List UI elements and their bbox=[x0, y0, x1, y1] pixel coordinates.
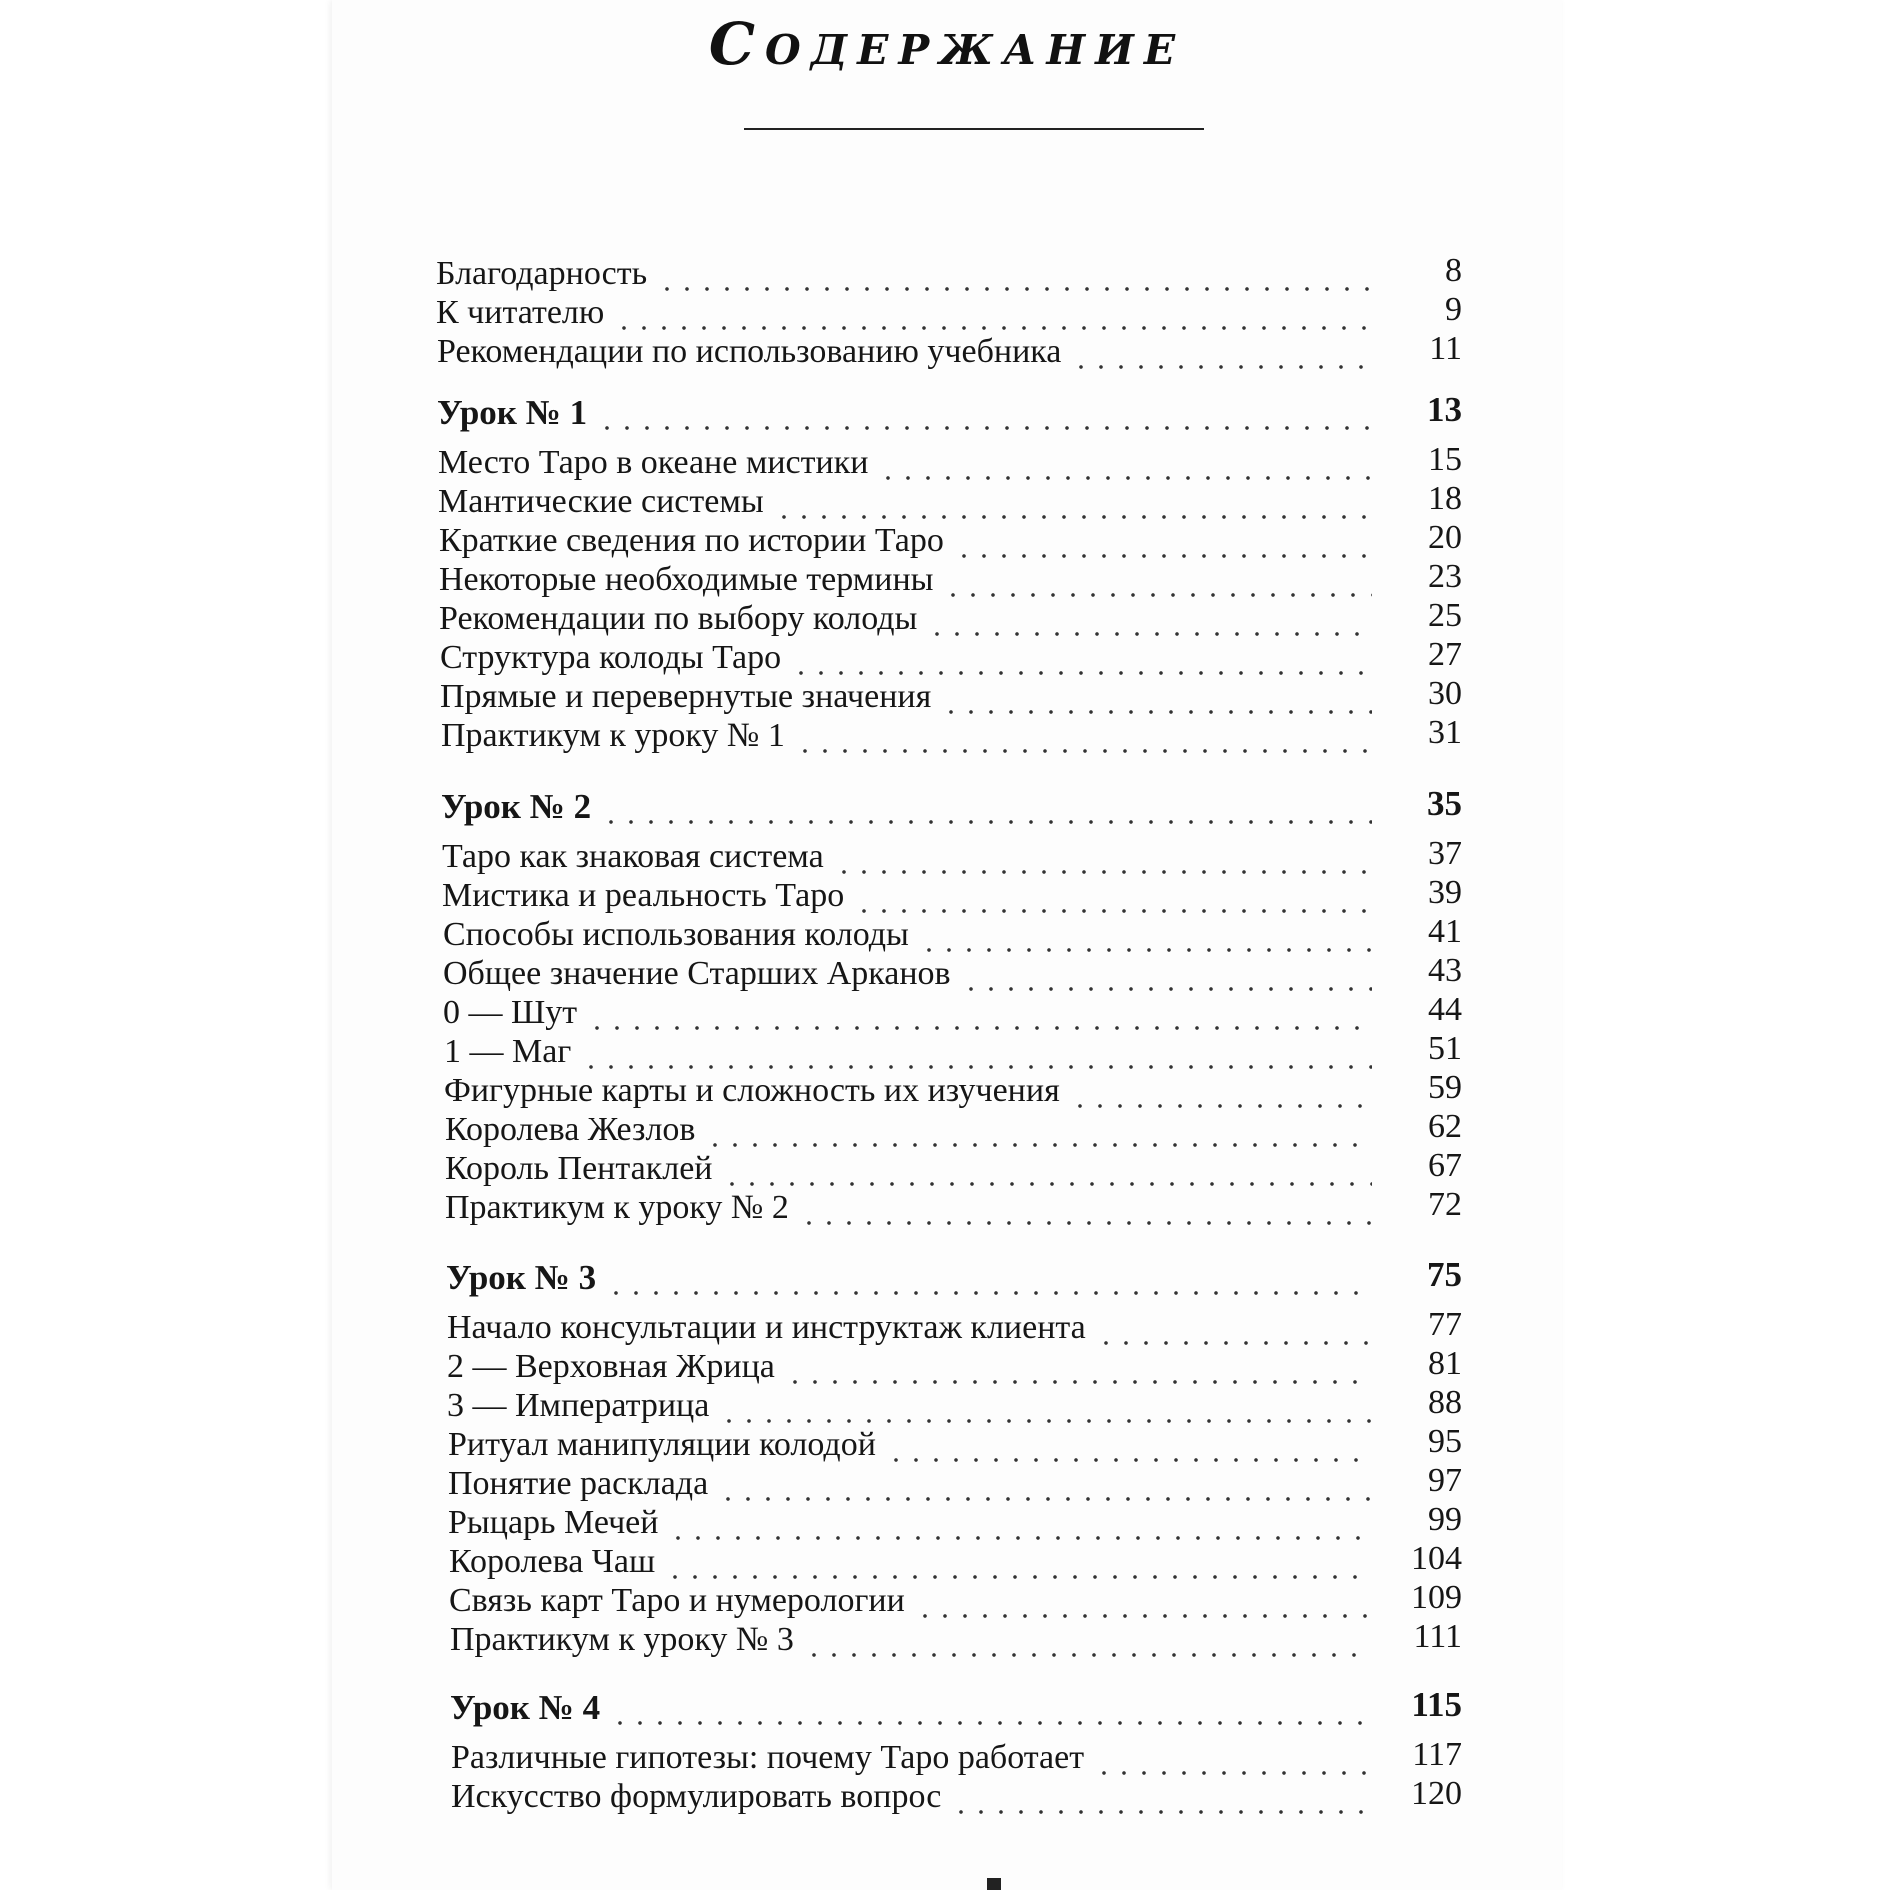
toc-entry bbox=[443, 954, 1462, 994]
toc-entry-title: Мантические системы bbox=[438, 483, 764, 520]
dot-leader bbox=[834, 837, 1372, 877]
toc-entry bbox=[445, 1110, 1462, 1150]
toc-entry-title: Некоторые необходимые термины bbox=[439, 561, 934, 598]
toc-entry-title: Связь карт Таро и нумерологии bbox=[449, 1582, 905, 1619]
toc-page-number: 8 bbox=[1445, 252, 1462, 289]
toc-page-number: 77 bbox=[1428, 1306, 1462, 1343]
toc-entry-title: Практикум к уроку № 2 bbox=[445, 1189, 789, 1226]
toc-page-number: 13 bbox=[1427, 390, 1462, 429]
toc-entry-title: Искусство формулировать вопрос bbox=[451, 1778, 942, 1815]
toc-entry bbox=[438, 443, 1462, 483]
toc-page-number: 37 bbox=[1428, 835, 1462, 872]
toc-entry-title: Урок № 2 bbox=[441, 787, 592, 826]
toc-page-number: 11 bbox=[1429, 330, 1462, 367]
toc-page-number: 104 bbox=[1411, 1540, 1462, 1577]
dot-leader bbox=[665, 1542, 1372, 1582]
toc-page-number: 67 bbox=[1428, 1147, 1462, 1184]
toc-page-number: 115 bbox=[1411, 1685, 1462, 1724]
toc-entry bbox=[450, 1620, 1462, 1660]
toc-page-number: 88 bbox=[1428, 1384, 1462, 1421]
toc-entry bbox=[448, 1464, 1462, 1504]
toc-entry-title: Фигурные карты и сложность их изучения bbox=[444, 1072, 1060, 1109]
toc-lesson-heading bbox=[450, 1685, 1462, 1728]
toc-page-number: 109 bbox=[1411, 1579, 1462, 1616]
toc-page-number: 31 bbox=[1428, 714, 1462, 751]
dot-leader bbox=[799, 1188, 1372, 1228]
toc-lesson-heading bbox=[437, 390, 1462, 433]
toc-entry bbox=[440, 638, 1462, 678]
book-page bbox=[332, 0, 1562, 1890]
dot-leader bbox=[886, 1425, 1372, 1465]
page-title: Содержание bbox=[708, 10, 1186, 78]
toc-page-number: 23 bbox=[1428, 558, 1462, 595]
toc-entry-title: К читателю bbox=[436, 294, 605, 331]
toc-page-number: 99 bbox=[1428, 1501, 1462, 1538]
toc-page-number: 51 bbox=[1428, 1030, 1462, 1067]
toc-entry bbox=[444, 1032, 1462, 1072]
toc-page-number: 120 bbox=[1411, 1775, 1462, 1812]
toc-entry-title: Общее значение Старших Арканов bbox=[443, 955, 951, 992]
toc-entry bbox=[445, 1188, 1462, 1228]
toc-page-number: 35 bbox=[1427, 784, 1462, 823]
dot-leader bbox=[718, 1464, 1372, 1504]
dot-leader bbox=[774, 482, 1372, 522]
toc-page-number: 9 bbox=[1445, 291, 1462, 328]
toc-entry bbox=[437, 332, 1462, 372]
dot-leader bbox=[961, 954, 1372, 994]
toc-entry-title: Рекомендации по использованию учебника bbox=[437, 333, 1062, 370]
toc-page-number: 30 bbox=[1428, 675, 1462, 712]
toc-entry-title: Различные гипотезы: почему Таро работает bbox=[451, 1739, 1085, 1776]
toc-entry-title: Рыцарь Мечей bbox=[448, 1504, 659, 1541]
title-underline bbox=[744, 128, 1204, 130]
toc-entry-title: Способы использования колоды bbox=[443, 916, 909, 953]
dot-leader bbox=[927, 599, 1372, 639]
toc-entry-title: Прямые и перевернутые значения bbox=[440, 678, 932, 715]
toc-entry-title: Структура колоды Таро bbox=[440, 639, 782, 676]
toc-page-number: 97 bbox=[1428, 1462, 1462, 1499]
dot-leader bbox=[878, 443, 1372, 483]
toc-entry bbox=[449, 1581, 1462, 1621]
dot-leader bbox=[951, 1777, 1372, 1817]
toc-entry-title: Урок № 3 bbox=[446, 1258, 597, 1297]
toc-page-number: 95 bbox=[1428, 1423, 1462, 1460]
dot-leader bbox=[601, 787, 1372, 827]
toc-entry bbox=[441, 716, 1462, 756]
dot-leader bbox=[919, 915, 1372, 955]
dot-leader bbox=[668, 1503, 1372, 1543]
toc-page-number: 72 bbox=[1428, 1186, 1462, 1223]
toc-page-number: 25 bbox=[1428, 597, 1462, 634]
dot-leader bbox=[804, 1620, 1372, 1660]
dot-leader bbox=[1096, 1308, 1372, 1348]
toc-entry bbox=[439, 521, 1462, 561]
toc-entry-title: 1 — Маг bbox=[444, 1033, 572, 1070]
toc-entry bbox=[451, 1777, 1462, 1817]
toc-lesson-heading bbox=[446, 1255, 1462, 1298]
toc-entry bbox=[448, 1425, 1462, 1465]
dot-leader bbox=[1094, 1738, 1372, 1778]
toc-entry-title: Мистика и реальность Таро bbox=[442, 877, 845, 914]
toc-entry-title: Краткие сведения по истории Таро bbox=[439, 522, 944, 559]
toc-page-number: 111 bbox=[1413, 1618, 1462, 1655]
dot-leader bbox=[941, 677, 1372, 717]
toc-entry-title: Король Пентаклей bbox=[445, 1150, 713, 1187]
toc-entry-title: Благодарность bbox=[436, 255, 648, 292]
toc-page-number: 44 bbox=[1428, 991, 1462, 1028]
toc-entry-title: Королева Жезлов bbox=[445, 1111, 696, 1148]
toc-entry bbox=[442, 837, 1462, 877]
toc-entry-title: Урок № 4 bbox=[450, 1688, 601, 1727]
toc-page-number: 15 bbox=[1428, 441, 1462, 478]
toc-lesson-heading bbox=[441, 784, 1462, 827]
toc-entry-title: Таро как знаковая система bbox=[442, 838, 824, 875]
toc-page-number: 39 bbox=[1428, 874, 1462, 911]
toc-entry bbox=[447, 1347, 1462, 1387]
toc-entry bbox=[442, 876, 1462, 916]
dot-leader bbox=[854, 876, 1372, 916]
toc-page-number: 62 bbox=[1428, 1108, 1462, 1145]
toc-entry-title: Урок № 1 bbox=[437, 393, 588, 432]
toc-entry bbox=[445, 1149, 1462, 1189]
dot-leader bbox=[657, 254, 1372, 294]
toc-entry-title: Место Таро в океане мистики bbox=[438, 444, 869, 481]
toc-entry bbox=[451, 1738, 1462, 1778]
dot-leader bbox=[606, 1258, 1372, 1298]
toc-page-number: 27 bbox=[1428, 636, 1462, 673]
toc-entry bbox=[444, 1071, 1462, 1111]
toc-entry bbox=[439, 599, 1462, 639]
toc-page-number: 41 bbox=[1428, 913, 1462, 950]
toc-page-number: 18 bbox=[1428, 480, 1462, 517]
dot-leader bbox=[705, 1110, 1372, 1150]
toc-entry bbox=[447, 1386, 1462, 1426]
dot-leader bbox=[1071, 332, 1372, 372]
toc-entry-title: Королева Чаш bbox=[449, 1543, 656, 1580]
toc-page-number: 59 bbox=[1428, 1069, 1462, 1106]
dot-leader bbox=[795, 716, 1372, 756]
dot-leader bbox=[587, 993, 1372, 1033]
dot-leader bbox=[719, 1386, 1372, 1426]
dot-leader bbox=[915, 1581, 1372, 1621]
dot-leader bbox=[791, 638, 1372, 678]
toc-entry bbox=[443, 993, 1462, 1033]
toc-entry bbox=[438, 482, 1462, 522]
dot-leader bbox=[614, 293, 1372, 333]
page-footer-mark bbox=[987, 1878, 1001, 1890]
dot-leader bbox=[610, 1688, 1372, 1728]
toc-entry-title: Начало консультации и инструктаж клиента bbox=[447, 1309, 1086, 1346]
toc-page-number: 117 bbox=[1412, 1736, 1462, 1773]
toc-entry bbox=[443, 915, 1462, 955]
dot-leader bbox=[943, 560, 1372, 600]
toc-page-number: 43 bbox=[1428, 952, 1462, 989]
toc-entry bbox=[439, 560, 1462, 600]
toc-entry-title: 3 — Императрица bbox=[447, 1387, 710, 1424]
toc-entry bbox=[436, 293, 1462, 333]
toc-entry bbox=[440, 677, 1462, 717]
toc-page-number: 20 bbox=[1428, 519, 1462, 556]
toc-entry-title: Ритуал манипуляции колодой bbox=[448, 1426, 876, 1463]
dot-leader bbox=[1070, 1071, 1372, 1111]
toc-entry-title: Практикум к уроку № 1 bbox=[441, 717, 785, 754]
toc-page-number: 75 bbox=[1427, 1255, 1462, 1294]
dot-leader bbox=[954, 521, 1372, 561]
dot-leader bbox=[581, 1032, 1372, 1072]
toc-entry-title: Практикум к уроку № 3 bbox=[450, 1621, 794, 1658]
dot-leader bbox=[722, 1149, 1372, 1189]
dot-leader bbox=[785, 1347, 1372, 1387]
toc-entry-title: Понятие расклада bbox=[448, 1465, 709, 1502]
toc-page-number: 81 bbox=[1428, 1345, 1462, 1382]
toc-entry bbox=[448, 1503, 1462, 1543]
toc-entry-title: 2 — Верховная Жрица bbox=[447, 1348, 775, 1385]
dot-leader bbox=[597, 393, 1372, 433]
toc-entry-title: 0 — Шут bbox=[443, 994, 578, 1031]
toc-entry bbox=[436, 254, 1462, 294]
toc-entry bbox=[447, 1308, 1462, 1348]
toc-entry bbox=[449, 1542, 1462, 1582]
toc-entry-title: Рекомендации по выбору колоды bbox=[439, 600, 918, 637]
